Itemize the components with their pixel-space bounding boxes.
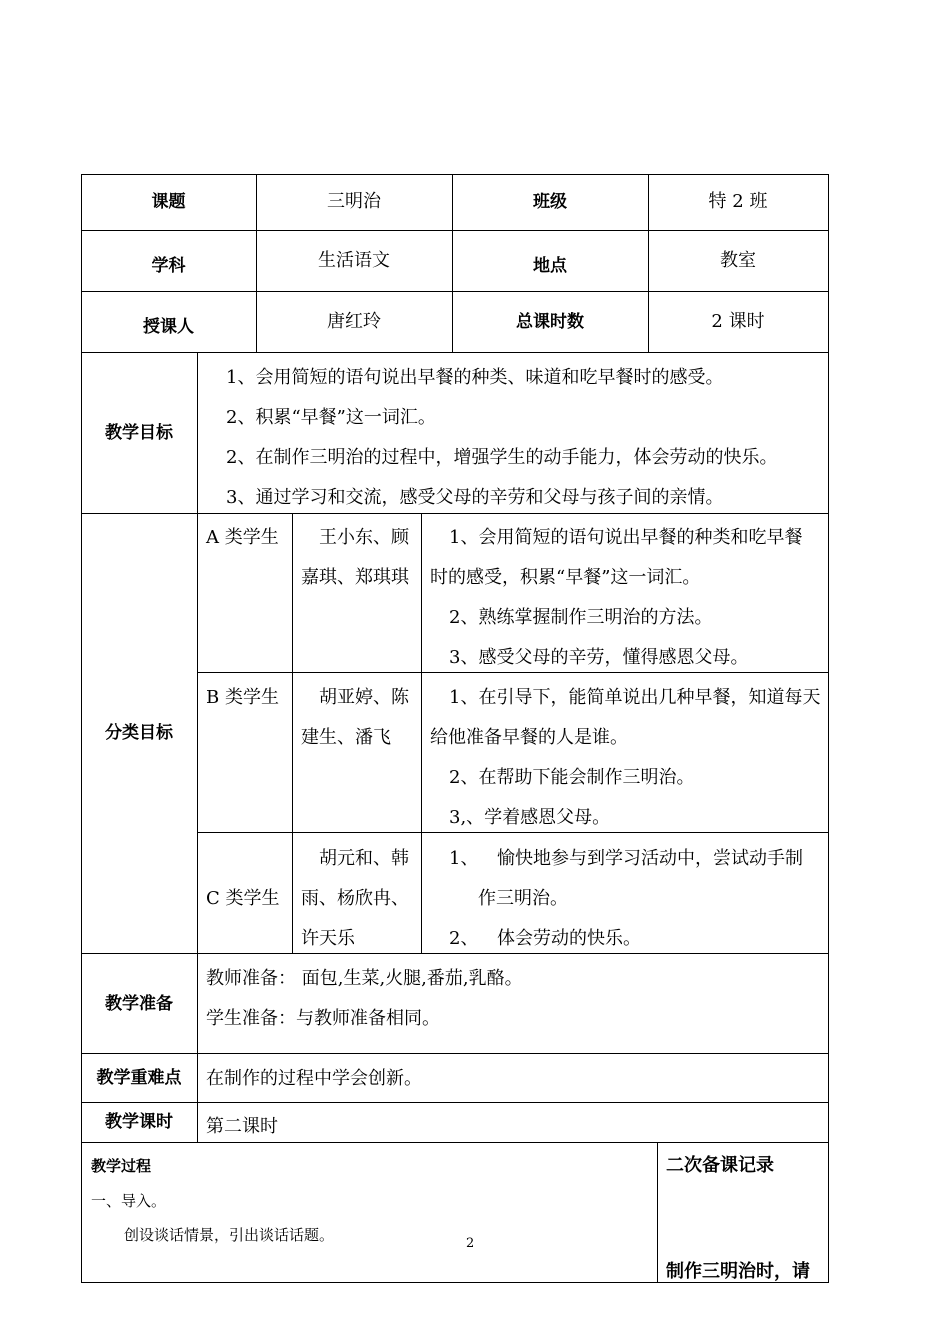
group-c-students: 许天乐 — [301, 928, 355, 949]
lesson-value: 第二课时 — [206, 1116, 278, 1137]
group-a-goal: 3、感受父母的辛劳，懂得感恩父母。 — [449, 647, 749, 668]
group-a-goal: 时的感受，积累“早餐”这一词汇。 — [430, 567, 701, 588]
group-b-goal: 2、在帮助下能会制作三明治。 — [449, 767, 695, 788]
group-b-students: 建生、潘飞 — [301, 727, 391, 748]
hours-label: 总课时数 — [516, 312, 584, 332]
group-a-goal: 2、熟练掌握制作三明治的方法。 — [449, 607, 713, 628]
objective-item: 1、会用简短的语句说出早餐的种类、味道和吃早餐时的感受。 — [226, 367, 724, 388]
key-points-label: 教学重难点 — [96, 1068, 182, 1088]
group-c-goal: 作三明治。 — [478, 888, 568, 909]
objective-item: 2、积累“早餐”这一词汇。 — [226, 407, 436, 428]
group-c-students: 胡元和、韩 — [319, 848, 409, 869]
group-b-type: B 类学生 — [206, 687, 279, 708]
group-c-goal: 愉快地参与到学习活动中，尝试动手制 — [497, 848, 803, 869]
group-b-goal: 1、在引导下，能简单说出几种早餐，知道每天 — [449, 687, 821, 708]
group-a-students: 嘉琪、郑琪琪 — [301, 567, 409, 588]
place-value: 教室 — [720, 250, 756, 271]
hours-value: 2 课时 — [711, 311, 765, 332]
objectives-label: 教学目标 — [105, 423, 173, 443]
process-step: 一、导入。 — [91, 1192, 167, 1210]
group-b-goal: 3,、学着感恩父母。 — [449, 807, 611, 828]
group-c-goal: 体会劳动的快乐。 — [497, 928, 641, 949]
class-label: 班级 — [533, 192, 567, 212]
group-a-goal: 1、会用简短的语句说出早餐的种类和吃早餐 — [449, 527, 803, 548]
group-b-students: 胡亚婷、陈 — [319, 687, 409, 708]
record-title: 二次备课记录 — [666, 1155, 774, 1176]
teacher-value: 唐红玲 — [327, 311, 381, 332]
page-number: 2 — [466, 1236, 475, 1251]
place-label: 地点 — [533, 256, 567, 276]
group-a-students: 王小东、顾 — [319, 527, 409, 548]
group-c-students: 雨、杨欣冉、 — [301, 888, 409, 909]
topic-label: 课题 — [151, 192, 186, 212]
teacher-preparation: 教师准备： 面包,生菜,火腿,番茄,乳酪。 — [206, 968, 523, 989]
lesson-label: 教学课时 — [105, 1112, 173, 1132]
key-points-value: 在制作的过程中学会创新。 — [206, 1068, 422, 1089]
student-preparation: 学生准备：与教师准备相同。 — [206, 1008, 440, 1029]
group-b-goal: 给他准备早餐的人是谁。 — [430, 727, 628, 748]
objective-item: 2、在制作三明治的过程中，增强学生的动手能力，体会劳动的快乐。 — [226, 447, 778, 468]
group-c-goal-number: 1、 — [449, 848, 479, 869]
subject-label: 学科 — [151, 256, 186, 276]
topic-value: 三明治 — [327, 191, 381, 212]
preparation-label: 教学准备 — [105, 994, 173, 1014]
classified-label: 分类目标 — [105, 723, 173, 743]
group-c-goal-number: 2、 — [449, 928, 479, 949]
process-title: 教学过程 — [91, 1157, 152, 1175]
record-note: 制作三明治时，请 — [666, 1261, 810, 1282]
group-c-type: C 类学生 — [206, 888, 280, 909]
process-step-detail: 创设谈话情景，引出谈话话题。 — [124, 1226, 335, 1244]
group-a-type: A 类学生 — [206, 527, 279, 548]
class-value: 特 2 班 — [708, 191, 768, 212]
objective-item: 3、通过学习和交流，感受父母的辛劳和父母与孩子间的亲情。 — [226, 487, 724, 508]
teacher-label: 授课人 — [143, 317, 194, 337]
subject-value: 生活语文 — [318, 250, 390, 271]
